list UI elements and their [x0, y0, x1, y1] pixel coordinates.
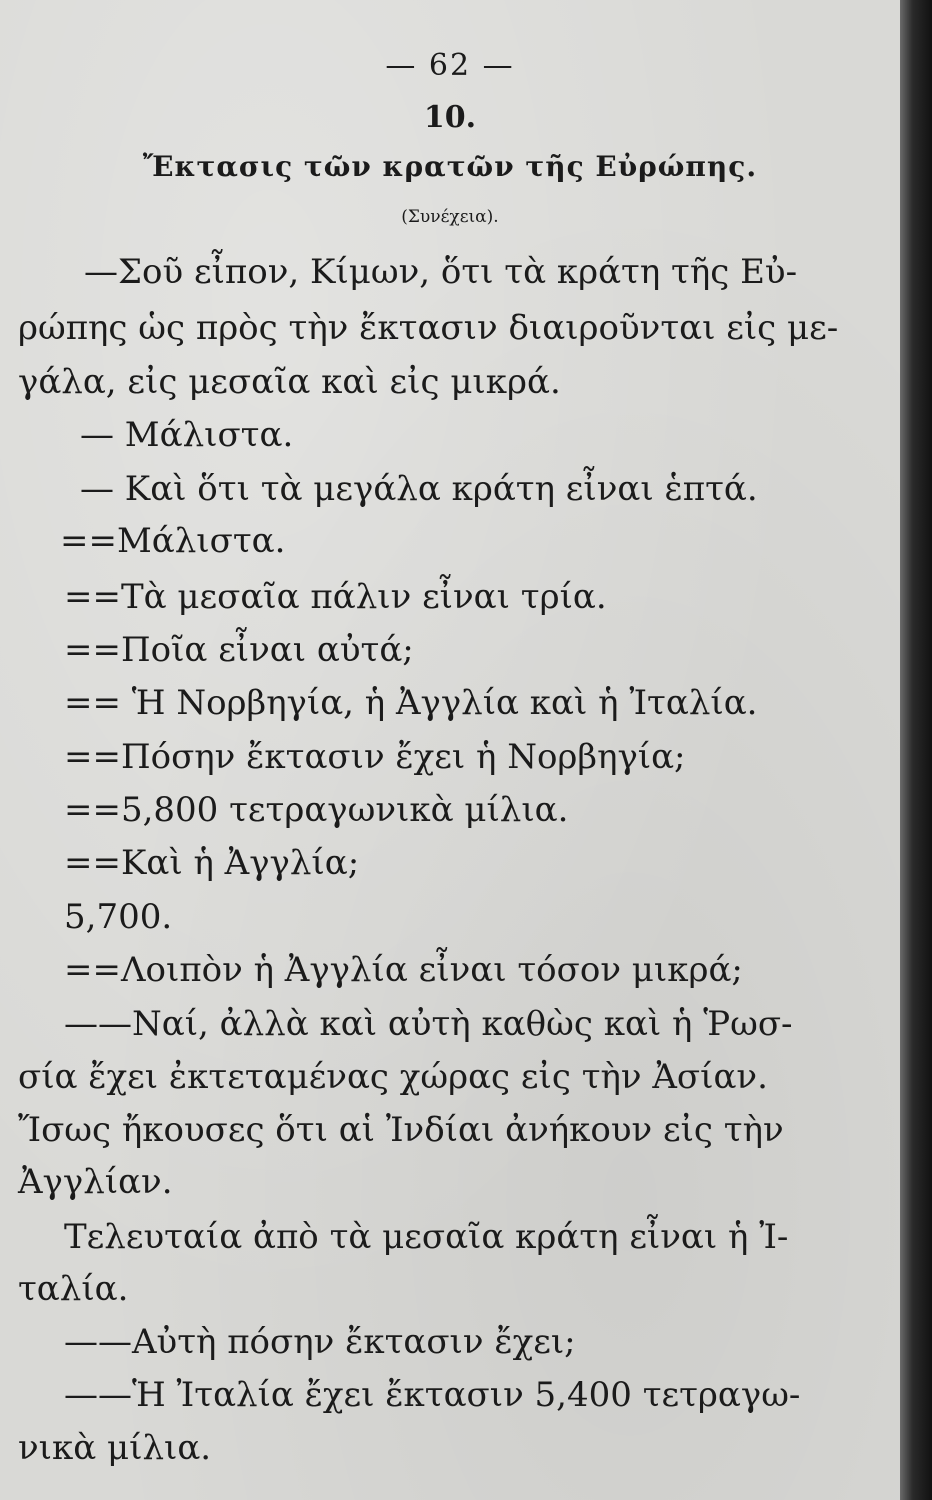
page-number: — 62 —: [385, 48, 515, 83]
section-number: 10.: [423, 100, 477, 135]
text-line: Τελευταία ἀπὸ τὰ μεσαῖα κράτη εἶναι ἡ Ἰ-: [64, 1217, 789, 1257]
section-note: (Συνέχεια).: [401, 207, 499, 227]
text-line: Ἀγγλίαν.: [18, 1162, 173, 1202]
text-line: ==5,800 τετραγωνικὰ μίλια.: [64, 790, 569, 830]
text-line: Ἴσως ἤκουσες ὅτι αἱ Ἰνδίαι ἀνήκουν εἰς τὴν: [18, 1110, 784, 1150]
text-line: ταλία.: [18, 1269, 129, 1309]
text-line: —Σοῦ εἶπον, Κίμων, ὅτι τὰ κράτη τῆς Εὐ-: [84, 252, 798, 292]
text-line: νικὰ μίλια.: [18, 1428, 212, 1468]
text-line: ——Αὐτὴ πόσην ἔκτασιν ἔχει;: [64, 1322, 576, 1362]
text-line: ρώπης ὡς πρὸς τὴν ἔκτασιν διαιροῦνται εἰς με-: [18, 308, 839, 348]
text-line: ==Καὶ ἡ Ἀγγλία;: [64, 843, 360, 883]
text-line: γάλα, εἰς μεσαῖα καὶ εἰς μικρά.: [18, 362, 561, 402]
text-line: — Μάλιστα.: [80, 415, 294, 455]
text-line: ==Ποῖα εἶναι αὐτά;: [64, 630, 414, 670]
text-line: — Καὶ ὅτι τὰ μεγάλα κράτη εἶναι ἑπτά.: [80, 469, 758, 509]
book-binding-edge: [900, 0, 932, 1500]
text-line: 5,700.: [64, 897, 173, 937]
text-line: ——Ἡ Ἰταλία ἔχει ἔκτασιν 5,400 τετραγω-: [64, 1375, 801, 1415]
text-line: == Ἡ Νορβηγία, ἡ Ἀγγλία καὶ ἡ Ἰταλία.: [64, 683, 758, 723]
text-line: ——Ναί, ἀλλὰ καὶ αὐτὴ καθὼς καὶ ἡ Ῥωσ-: [64, 1004, 793, 1044]
text-line: ==Τὰ μεσαῖα πάλιν εἶναι τρία.: [64, 577, 607, 617]
text-line: ==Πόσην ἔκτασιν ἔχει ἡ Νορβηγία;: [64, 737, 686, 777]
text-line: σία ἔχει ἐκτεταμένας χώρας εἰς τὴν Ἀσίαν.: [18, 1057, 768, 1097]
text-line: ==Μάλιστα.: [60, 521, 286, 561]
text-line: ==Λοιπὸν ἡ Ἀγγλία εἶναι τόσον μικρά;: [64, 950, 743, 990]
section-title: Ἔκτασις τῶν κρατῶν τῆς Εὐρώπης.: [142, 150, 758, 183]
